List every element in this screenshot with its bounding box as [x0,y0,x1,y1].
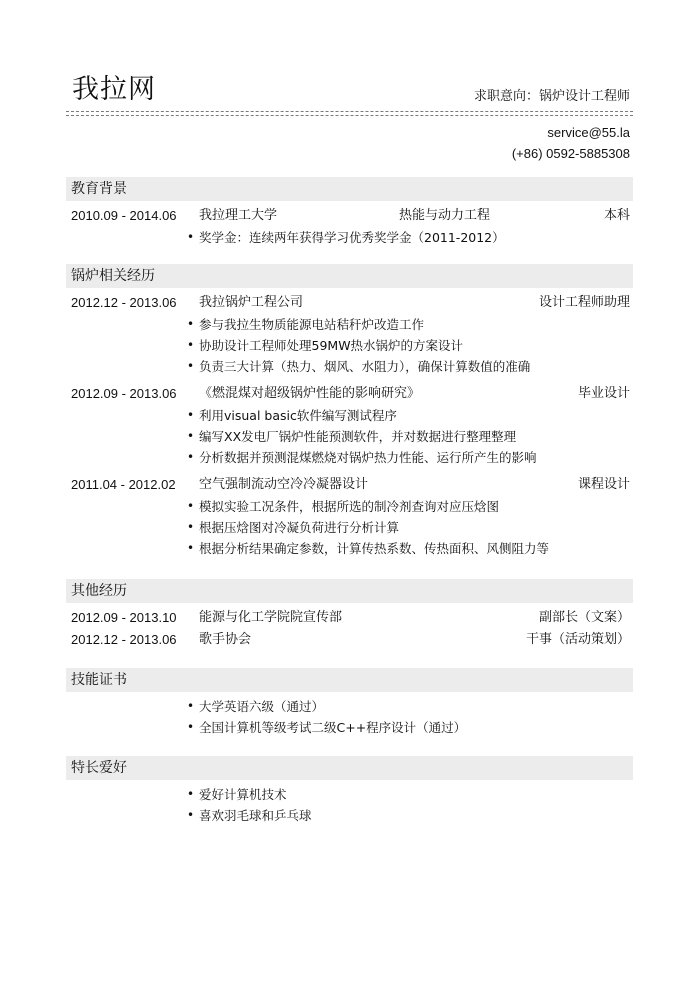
bullet-text: 参与我拉生物质能源电站秸秆炉改造工作 [199,317,425,332]
list-item [66,517,633,538]
experience-name: 我拉锅炉工程公司 [199,295,304,310]
bullet-text: 喜欢羽毛球和乒乓球 [199,808,312,823]
bullet-icon: • [187,808,195,822]
experience-date: 2012.09 - 2013.06 [71,386,177,401]
skills-section [66,668,633,738]
bullet-icon: • [187,787,195,801]
bullet-icon: • [187,230,195,244]
experience-bullets [66,405,633,468]
section-title-experience: 锅炉相关经历 [66,264,633,288]
list-item [66,447,633,468]
other-date: 2012.12 - 2013.06 [71,632,177,647]
other-name: 歌手协会 [199,632,252,647]
other-role: 干事（活动策划） [525,632,630,647]
header-divider-second [66,115,633,116]
bullet-text: 根据分析结果确定参数，计算传热系数、传热面积、风侧阻力等 [199,541,550,556]
experience-bullets [66,496,633,559]
section-title-hobbies: 特长爱好 [66,756,633,780]
experience-date: 2011.04 - 2012.02 [71,477,176,492]
list-item [66,538,633,559]
skills-bullets [66,696,633,738]
list-item [66,227,633,248]
bullet-text: 协助设计工程师处理59MW热水锅炉的方案设计 [199,338,464,353]
bullet-icon: • [187,699,195,713]
education-degree: 本科 [603,208,630,223]
bullet-icon: • [187,541,195,555]
list-item [66,314,633,335]
header-divider [66,111,633,112]
education-school: 我拉理工大学 [199,208,278,223]
bullet-text: 利用visual basic软件编写测试程序 [199,408,397,423]
bullet-text: 模拟实验工况条件，根据所选的制冷剂查询对应压焓图 [199,499,500,514]
phone: (+86) 0592-5885308 [511,146,630,161]
other-name: 能源与化工学院院宣传部 [199,610,343,625]
hobbies-section [66,756,633,826]
bullet-icon: • [187,338,195,352]
list-item [66,426,633,447]
bullet-icon: • [187,720,195,734]
experience-row [66,383,633,405]
education-row [66,205,633,227]
experience-name: 空气强制流动空冷冷凝器设计 [199,477,369,492]
job-objective: 求职意向：锅炉设计工程师 [473,89,630,104]
bullet-icon: • [187,408,195,422]
experience-bullets [66,314,633,377]
bullet-icon: • [187,520,195,534]
list-item [66,405,633,426]
candidate-name: 我拉网 [72,74,156,105]
section-title-skills: 技能证书 [66,668,633,692]
bullet-text: 奖学金：连续两年获得学习优秀奖学金（2011-2012） [199,230,505,245]
other-row [66,607,633,629]
education-major: 热能与动力工程 [399,208,491,223]
experience-date: 2012.12 - 2013.06 [71,295,177,310]
education-date: 2010.09 - 2014.06 [71,208,177,223]
list-item [66,805,633,826]
other-date: 2012.09 - 2013.10 [71,610,177,625]
list-item [66,696,633,717]
bullet-icon: • [187,359,195,373]
experience-section [66,264,633,559]
experience-name: 《燃混煤对超级锅炉性能的影响研究》 [199,386,421,401]
bullet-icon: • [187,499,195,513]
hobbies-bullets [66,784,633,826]
other-row [66,629,633,651]
bullet-text: 大学英语六级（通过） [199,699,325,714]
list-item [66,356,633,377]
bullet-text: 爱好计算机技术 [199,787,287,802]
section-title-education: 教育背景 [66,177,633,201]
other-section [66,579,633,651]
bullet-text: 全国计算机等级考试二级C++程序设计（通过） [199,720,467,735]
email[interactable]: service@55.la [547,125,630,140]
other-role: 副部长（文案） [538,610,630,625]
education-bullets [66,227,633,248]
experience-role: 设计工程师助理 [538,295,630,310]
experience-role: 毕业设计 [577,386,630,401]
bullet-icon: • [187,317,195,331]
experience-row [66,474,633,496]
list-item [66,335,633,356]
bullet-text: 编写XX发电厂锅炉性能预测软件，并对数据进行整理整理 [199,429,517,444]
experience-row [66,292,633,314]
contact-block [512,122,630,164]
bullet-icon: • [187,450,195,464]
experience-role: 课程设计 [577,477,630,492]
list-item [66,496,633,517]
bullet-icon: • [187,429,195,443]
bullet-text: 分析数据并预测混煤燃烧对锅炉热力性能、运行所产生的影响 [199,450,537,465]
list-item [66,717,633,738]
bullet-text: 负责三大计算（热力、烟风、水阻力），确保计算数值的准确 [199,359,531,374]
education-section [66,177,633,248]
section-title-other: 其他经历 [66,579,633,603]
list-item [66,784,633,805]
bullet-text: 根据压焓图对冷凝负荷进行分析计算 [199,520,400,535]
